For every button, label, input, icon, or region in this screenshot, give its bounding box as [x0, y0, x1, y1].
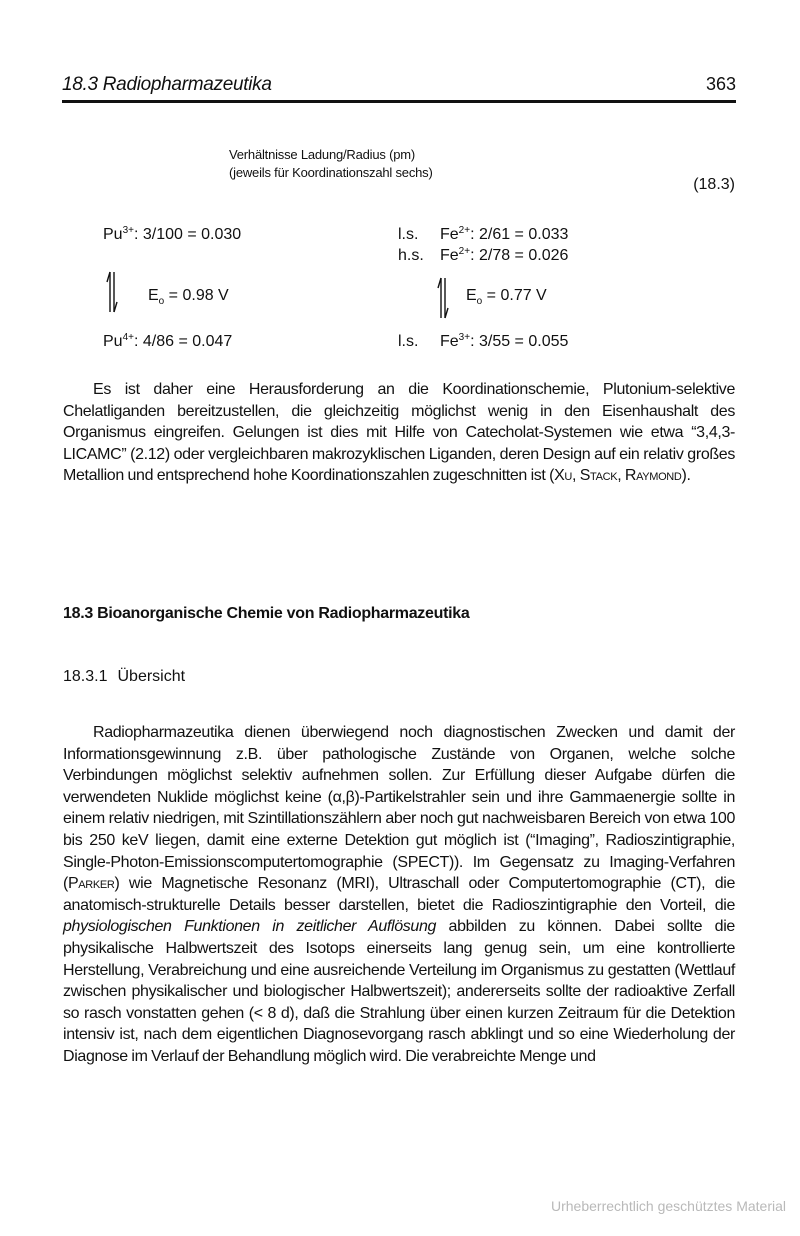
- equation-number: (18.3): [693, 176, 735, 193]
- ion-symbol: Pu: [103, 226, 123, 243]
- paragraph-text: abbilden zu können. Dabei sollte die physikalische Halbwertszeit des Isotops einerseits lang genug sein, um eine kontrollierte Herstellung, Verabreichung und eine ausreichende Verteilung im Organismus zu gestatten (Wettlauf zwischen physikalischer und biologischer Halbwertszeit); andererseits sollte der radioaktive Zerfall so rasch vonstatten gehen (< 8 d), daß die Strahlung über einen kurzen Zeitraum für die Detektion intensiv ist, nach dem eigentlichen Diagnosevorgang rasch abklingt und so eine Wiederholung der Diagnose im Verlauf der Behandlung möglich wird. Die verabreichte Menge und: [63, 918, 735, 1065]
- potential-subscript: o: [476, 296, 483, 307]
- ion-symbol: Pu: [103, 333, 123, 350]
- page-number: 363: [705, 74, 736, 94]
- ion-symbol: Fe: [440, 226, 459, 243]
- ratio-expression: : 2/61 = 0.033: [470, 226, 569, 243]
- subsection-number: 18.3.1: [63, 668, 108, 685]
- potential-symbol: E: [148, 287, 159, 304]
- potential-symbol: E: [466, 287, 477, 304]
- ion-charge: 3+: [458, 332, 471, 343]
- ratio-expression: : 4/86 = 0.047: [133, 333, 233, 350]
- caption-line-2: (jeweils für Koordinationszahl sechs): [229, 165, 433, 180]
- paragraph-chelating-ligands: [63, 379, 735, 487]
- running-title: 18.3 Radiopharmazeutika: [62, 74, 272, 95]
- ion-charge: 3+: [122, 225, 134, 236]
- spin-state: h.s.: [398, 247, 424, 264]
- ion-charge: 2+: [458, 225, 471, 236]
- ion-symbol: Fe: [440, 247, 459, 264]
- subsection-heading: [63, 668, 185, 686]
- fe3-ls-ratio: [398, 333, 568, 351]
- separator: ,: [617, 467, 625, 485]
- author-citation: Parker: [67, 875, 115, 893]
- potential-value: = 0.98 V: [164, 287, 229, 304]
- paragraph-overview: [63, 722, 735, 1068]
- author-citation: Xu: [554, 467, 573, 485]
- citation-end: ).: [681, 467, 691, 485]
- ion-charge: 2+: [458, 246, 471, 257]
- author-citation: Stack: [579, 467, 618, 485]
- equilibrium-arrow-icon: [437, 276, 449, 320]
- ratio-expression: : 2/78 = 0.026: [470, 247, 569, 264]
- equation-caption: [229, 146, 433, 182]
- paragraph-text: Radiopharmazeutika dienen überwiegend noch diagnostischen Zwecken und damit der Informationsgewinnung z.B. über pathologische Zustände von Organen, welche solche Verbindungen möglichst selektiv aufnehmen sollen. Zur Erfüllung dieser Aufgabe dürfen die verwendeten Nuklide möglichst keine (α,β)-Partikelstrahler sein und ihre Gammaenergie sollte in einem relativ niedrigen, mit Szintillationszählern aber noch gut nachweisbaren Bereich von etwa 100 bis 250 keV liegen, damit eine externe Detektion gut möglich ist (“Imaging”, Radioszintigraphie, Single-Photon-Emissionscomputertomographie (SPECT)). Im Gegensatz zu Imaging-Verfahren (: [63, 724, 735, 893]
- ratio-expression: : 3/100 = 0.030: [133, 226, 242, 243]
- potential-subscript: o: [158, 296, 165, 307]
- section-heading: 18.3 Bioanorganische Chemie von Radiopharmazeutika: [63, 605, 470, 622]
- pu3-ratio: [103, 226, 241, 244]
- ratio-expression: : 3/55 = 0.055: [470, 333, 569, 350]
- equilibrium-arrow-icon: [106, 270, 118, 314]
- copyright-watermark: Urheberrechtlich geschütztes Material: [551, 1198, 786, 1214]
- pu-potential: [148, 287, 229, 305]
- author-citation: Raymond: [624, 467, 682, 485]
- subsection-title: Übersicht: [117, 668, 186, 685]
- fe2-ls-ratio: [398, 226, 568, 244]
- ion-symbol: Fe: [440, 333, 459, 350]
- spin-state: l.s.: [398, 333, 419, 350]
- ion-charge: 4+: [122, 332, 134, 343]
- fe-potential: [466, 287, 547, 305]
- fe2-hs-ratio: [398, 247, 568, 265]
- caption-line-1: Verhältnisse Ladung/Radius (pm): [229, 147, 416, 162]
- separator: ,: [572, 467, 580, 485]
- pu4-ratio: [103, 333, 232, 351]
- paragraph-text: Es ist daher eine Herausforderung an die Koordinationschemie, Plutonium-selektive Chelatliganden bereitzustellen, die gleichzeitig möglichst wenig in den Eisenhaushalt des Organismus eingreifen. Gelungen ist dies mit Hilfe von Catecholat-Systemen wie etwa “3,4,3-LICAMC” (2.12) oder vergleichbaren makrozyklischen Liganden, deren Design auf ein relativ großes Metallion und entsprechend hohe Koordinationszahlen zugeschnitten ist (: [63, 381, 735, 485]
- spin-state: l.s.: [398, 226, 419, 243]
- emphasized-text: physiologischen Funktionen in zeitlicher Auflösung: [63, 918, 437, 936]
- paragraph-text: ) wie Magnetische Resonanz (MRI), Ultraschall oder Computertomographie (CT), die anatomisch-strukturelle Details besser darstellen, bietet die Radioszintigraphie den Vorteil, die: [63, 875, 735, 914]
- potential-value: = 0.77 V: [482, 287, 547, 304]
- running-header: [62, 74, 736, 103]
